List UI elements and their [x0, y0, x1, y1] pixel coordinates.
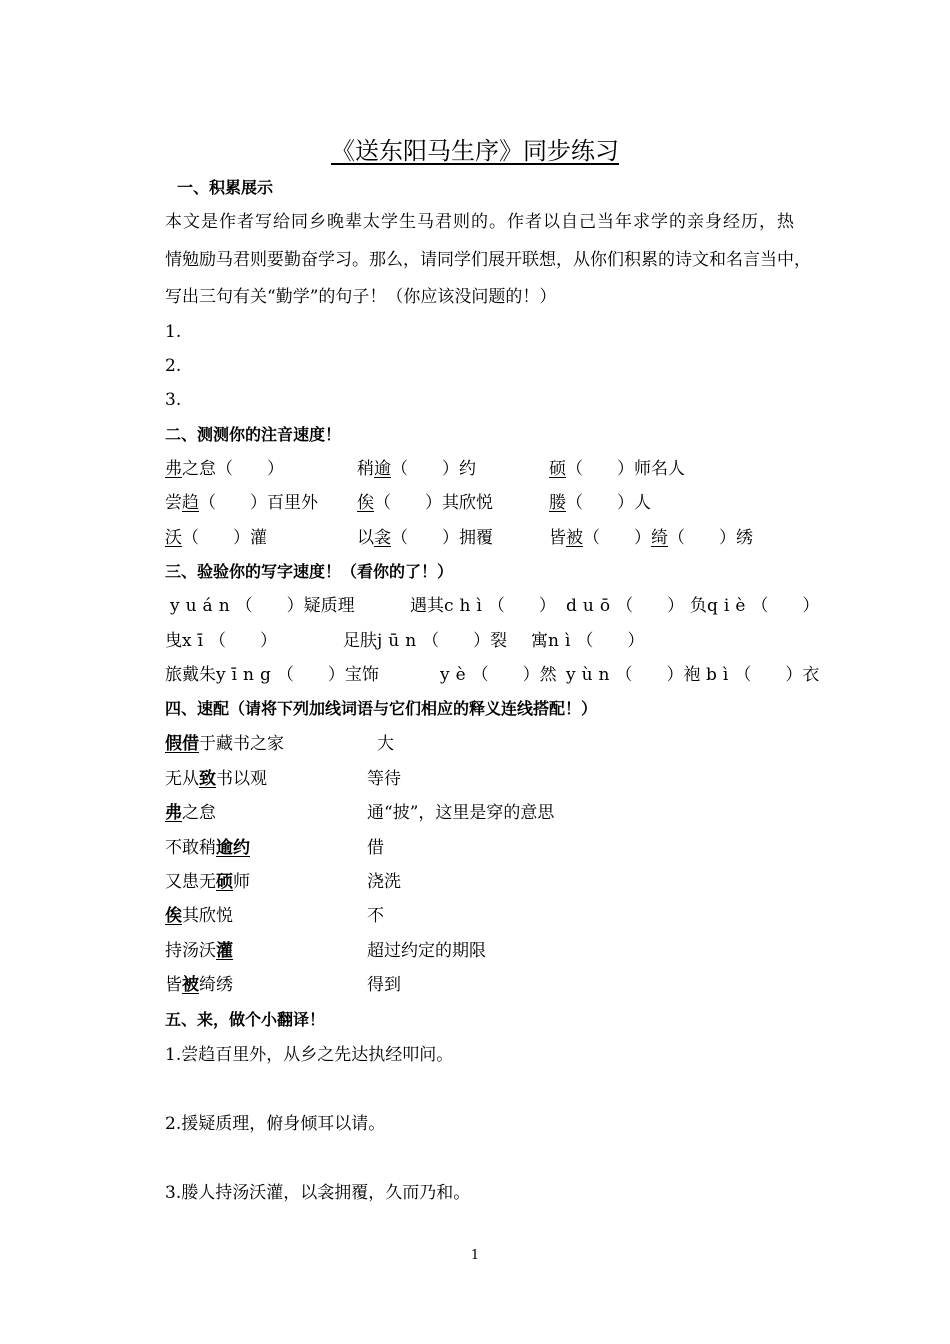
- translation-item: 3.媵人持汤沃灌，以衾拥覆，久而乃和。: [165, 1183, 471, 1203]
- match-left-item: 假借于藏书之家: [165, 734, 284, 754]
- writing-question: 曳xī（ ）: [165, 631, 278, 651]
- pinyin-question: 弗之怠（ ）: [165, 459, 284, 479]
- match-left-item: 不敢稍逾约: [165, 838, 250, 858]
- section-1-paragraph-line: 情勉励马君则要勤奋学习。那么，请同学们展开联想，从你们积累的诗文和名言当中，: [165, 250, 811, 270]
- pinyin-question: 以衾（ ）拥覆: [357, 528, 493, 548]
- writing-question: duō（ ）: [566, 596, 685, 616]
- section-4-heading: 四、速配（请将下列加线词语与它们相应的释义连线搭配！）: [165, 699, 598, 718]
- section-3-heading: 三、验验你的写字速度！（看你的了！）: [165, 562, 454, 581]
- writing-question: yè（ ）然: [440, 665, 557, 685]
- answer-line-number: 1.: [165, 322, 182, 342]
- match-right-item: 得到: [367, 975, 401, 995]
- translation-item: 2.援疑质理，俯身倾耳以请。: [165, 1114, 386, 1134]
- writing-question: 旅戴朱yīng（ ）宝饰: [165, 665, 379, 685]
- match-left-item: 皆被绮绣: [165, 975, 233, 995]
- page-number: 1: [470, 1248, 480, 1263]
- translation-item: 1.尝趋百里外，从乡之先达执经叩问。: [165, 1045, 454, 1065]
- match-left-item: 又患无硕师: [165, 872, 250, 892]
- match-left-item: 弗之怠: [165, 803, 216, 823]
- match-right-item: 不: [367, 906, 384, 926]
- pinyin-question: 媵（ ）人: [549, 493, 651, 513]
- match-right-item: 等待: [367, 769, 401, 789]
- pinyin-question: 俟（ ）其欣悦: [357, 493, 493, 513]
- writing-question: 寓nì（ ）: [531, 631, 645, 651]
- section-1-heading: 一、积累展示: [177, 178, 274, 197]
- writing-question: yùn（ ）袍: [566, 665, 701, 685]
- section-1-paragraph-line: 本文是作者写给同乡晚辈太学生马君则的。作者以自己当年求学的亲身经历，热: [165, 212, 795, 232]
- pinyin-question: 硕（ ）师名人: [549, 459, 685, 479]
- match-right-item: 大: [377, 734, 394, 754]
- match-left-item: 无从致书以观: [165, 769, 267, 789]
- match-left-item: 持汤沃灌: [165, 941, 233, 961]
- pinyin-question: 尝趋（ ）百里外: [165, 493, 318, 513]
- writing-question: bì（ ）衣: [706, 665, 820, 685]
- writing-question: yuán（ ）疑质理: [170, 596, 355, 616]
- match-right-item: 借: [367, 838, 384, 858]
- page-title: 《送东阳马生序》同步练习: [331, 137, 619, 165]
- writing-question: 足肤jūn（ ）裂: [343, 631, 508, 651]
- match-left-item: 俟其欣悦: [165, 906, 233, 926]
- section-1-paragraph-line: 写出三句有关“勤学”的句子！（你应该没问题的！）: [165, 287, 557, 307]
- match-right-item: 浇洗: [367, 872, 401, 892]
- section-5-heading: 五、来，做个小翻译！: [165, 1010, 326, 1029]
- pinyin-question: 沃（ ）灌: [165, 528, 267, 548]
- pinyin-question: 皆被（ ）绮（ ）绣: [549, 528, 753, 548]
- answer-line-number: 2.: [165, 356, 182, 376]
- pinyin-question: 稍逾（ ）约: [357, 459, 476, 479]
- writing-question: 负qiè（ ）: [690, 596, 820, 616]
- answer-line-number: 3.: [165, 390, 182, 410]
- section-2-heading: 二、测测你的注音速度！: [165, 425, 342, 444]
- match-right-item: 通“披”，这里是穿的意思: [367, 803, 555, 823]
- match-right-item: 超过约定的期限: [367, 941, 486, 961]
- writing-question: 遇其chì（ ）: [410, 596, 556, 616]
